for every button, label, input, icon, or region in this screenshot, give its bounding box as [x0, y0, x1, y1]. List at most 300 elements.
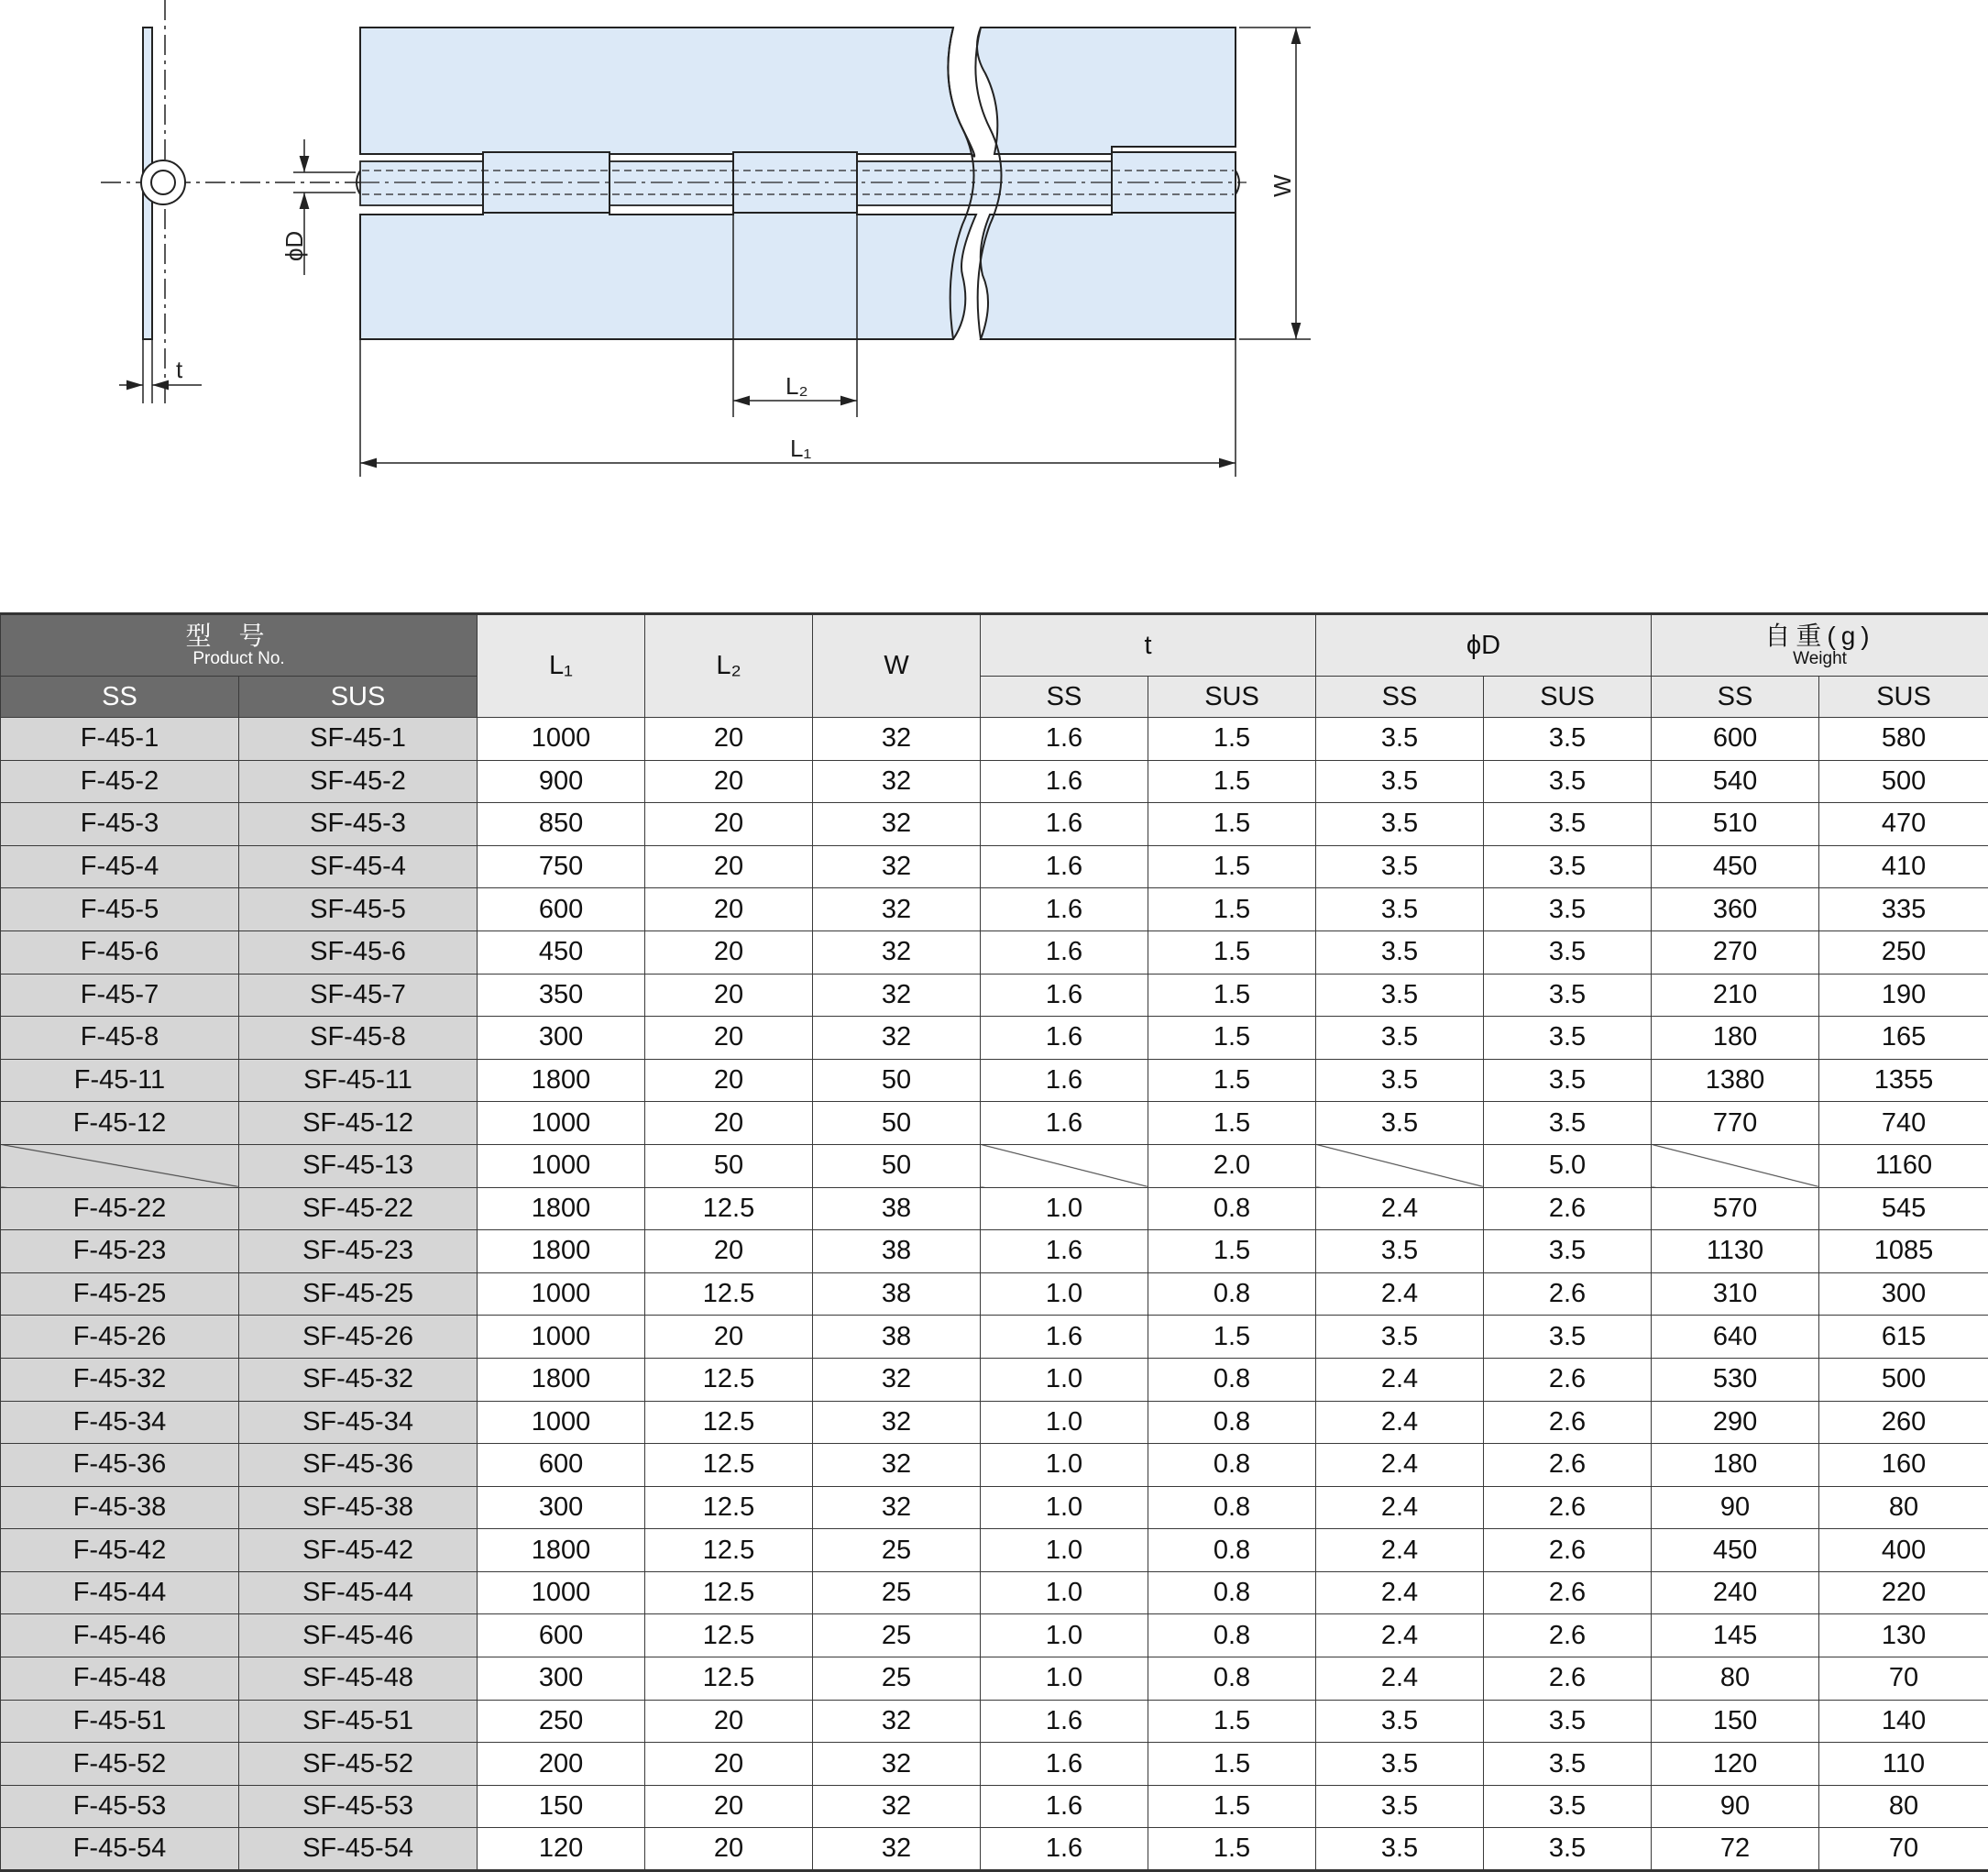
cell-phid-ss: 3.5 — [1316, 718, 1484, 761]
cell-w: 32 — [813, 1017, 981, 1060]
cell-phid-sus: 2.6 — [1484, 1657, 1652, 1701]
table-row — [1, 1358, 1988, 1401]
table-row — [1, 1272, 1988, 1316]
cell-sus-product-no: SF-45-34 — [239, 1401, 478, 1444]
cell-ss-product-no: F-45-42 — [1, 1529, 239, 1572]
cell-ss-product-no: F-45-48 — [1, 1657, 239, 1701]
cell-t-sus: 1.5 — [1148, 845, 1316, 888]
cell-t-ss: 1.6 — [981, 1785, 1148, 1828]
cell-ss-product-no: F-45-32 — [1, 1358, 239, 1401]
cell-w: 25 — [813, 1657, 981, 1701]
cell-weight-sus: 1355 — [1819, 1059, 1988, 1102]
cell-weight-sus: 1085 — [1819, 1230, 1988, 1273]
cell-l2: 20 — [645, 803, 813, 846]
table-row — [1, 1017, 1988, 1060]
header-phid-sus: SUS — [1484, 677, 1652, 718]
cell-weight-sus: 335 — [1819, 888, 1988, 931]
cell-weight-ss: 1380 — [1652, 1059, 1819, 1102]
cell-weight-ss: 530 — [1652, 1358, 1819, 1401]
header-product-cjk: 型号 — [1, 622, 477, 650]
cell-phid-sus: 3.5 — [1484, 1059, 1652, 1102]
cell-phid-sus: 2.6 — [1484, 1571, 1652, 1614]
cell-l2: 12.5 — [645, 1401, 813, 1444]
cell-weight-sus: 470 — [1819, 803, 1988, 846]
cell-phid-sus: 2.6 — [1484, 1486, 1652, 1529]
cell-t-sus: 1.5 — [1148, 1743, 1316, 1786]
cell-w: 32 — [813, 1828, 981, 1871]
cell-weight-sus: 400 — [1819, 1529, 1988, 1572]
cell-phid-ss: 2.4 — [1316, 1529, 1484, 1572]
cell-sus-product-no: SF-45-23 — [239, 1230, 478, 1273]
cell-l1: 450 — [478, 930, 645, 974]
cell-l1: 600 — [478, 1444, 645, 1487]
cell-l1: 1800 — [478, 1529, 645, 1572]
header-phid-ss: SS — [1316, 677, 1484, 718]
cell-sus-product-no: SF-45-46 — [239, 1614, 478, 1657]
cell-phid-ss — [1316, 1144, 1484, 1187]
table-row — [1, 1187, 1988, 1230]
cell-sus-product-no: SF-45-32 — [239, 1358, 478, 1401]
cell-phid-sus: 2.6 — [1484, 1614, 1652, 1657]
cell-ss-product-no: F-45-2 — [1, 760, 239, 803]
cell-weight-sus: 70 — [1819, 1657, 1988, 1701]
cell-sus-product-no: SF-45-11 — [239, 1059, 478, 1102]
cell-phid-ss: 3.5 — [1316, 760, 1484, 803]
cell-l1: 1000 — [478, 1272, 645, 1316]
cell-l1: 600 — [478, 1614, 645, 1657]
cell-sus-product-no: SF-45-6 — [239, 930, 478, 974]
cell-phid-sus: 3.5 — [1484, 803, 1652, 846]
cell-sus-product-no: SF-45-44 — [239, 1571, 478, 1614]
table-row — [1, 1785, 1988, 1828]
cell-ss-product-no: F-45-6 — [1, 930, 239, 974]
cell-w: 32 — [813, 1700, 981, 1743]
cell-t-sus: 1.5 — [1148, 760, 1316, 803]
table-row — [1, 1102, 1988, 1145]
cell-t-ss: 1.6 — [981, 1828, 1148, 1871]
cell-t-sus: 0.8 — [1148, 1657, 1316, 1701]
cell-weight-ss: 770 — [1652, 1102, 1819, 1145]
cell-t-ss: 1.0 — [981, 1571, 1148, 1614]
cell-w: 32 — [813, 1358, 981, 1401]
cell-l2: 12.5 — [645, 1486, 813, 1529]
cell-ss-product-no: F-45-11 — [1, 1059, 239, 1102]
header-t: t — [981, 614, 1316, 677]
cell-phid-sus: 3.5 — [1484, 1017, 1652, 1060]
cell-l1: 300 — [478, 1017, 645, 1060]
cell-sus-product-no: SF-45-54 — [239, 1828, 478, 1871]
cell-t-ss: 1.6 — [981, 1700, 1148, 1743]
cell-sus-product-no: SF-45-3 — [239, 803, 478, 846]
cell-phid-ss: 3.5 — [1316, 1102, 1484, 1145]
cell-sus-product-no: SF-45-42 — [239, 1529, 478, 1572]
cell-weight-ss: 240 — [1652, 1571, 1819, 1614]
table-row — [1, 1144, 1988, 1187]
t-dimension-label: t — [176, 356, 183, 383]
cell-w: 32 — [813, 1444, 981, 1487]
cell-weight-sus: 165 — [1819, 1017, 1988, 1060]
cell-ss-product-no: F-45-36 — [1, 1444, 239, 1487]
cell-l2: 20 — [645, 1785, 813, 1828]
header-weight-sus: SUS — [1819, 677, 1988, 718]
cell-l2: 12.5 — [645, 1444, 813, 1487]
cell-phid-sus: 3.5 — [1484, 1316, 1652, 1359]
cell-ss-product-no: F-45-5 — [1, 888, 239, 931]
cell-phid-ss: 3.5 — [1316, 1059, 1484, 1102]
cell-l1: 1800 — [478, 1059, 645, 1102]
cell-weight-sus: 580 — [1819, 718, 1988, 761]
cell-weight-ss: 120 — [1652, 1743, 1819, 1786]
cell-l1: 850 — [478, 803, 645, 846]
header-weight-ss: SS — [1652, 677, 1819, 718]
cell-t-ss — [981, 1144, 1148, 1187]
cell-phid-ss: 3.5 — [1316, 1828, 1484, 1871]
cell-t-ss: 1.0 — [981, 1272, 1148, 1316]
cell-t-ss: 1.0 — [981, 1358, 1148, 1401]
cell-l2: 12.5 — [645, 1657, 813, 1701]
cell-l2: 20 — [645, 718, 813, 761]
cell-l2: 20 — [645, 930, 813, 974]
cell-t-sus: 0.8 — [1148, 1571, 1316, 1614]
cell-weight-ss: 90 — [1652, 1785, 1819, 1828]
cell-weight-ss: 72 — [1652, 1828, 1819, 1871]
cell-weight-ss: 210 — [1652, 974, 1819, 1017]
cell-phid-sus: 2.6 — [1484, 1444, 1652, 1487]
cell-phid-ss: 2.4 — [1316, 1358, 1484, 1401]
cell-t-sus: 0.8 — [1148, 1614, 1316, 1657]
cell-w: 38 — [813, 1316, 981, 1359]
header-product-en: Product No. — [1, 650, 477, 668]
header-l2: L₂ — [645, 614, 813, 718]
cell-l2: 20 — [645, 1743, 813, 1786]
cell-l1: 1800 — [478, 1187, 645, 1230]
cell-t-sus: 0.8 — [1148, 1272, 1316, 1316]
table-row — [1, 1529, 1988, 1572]
cell-t-sus: 1.5 — [1148, 1102, 1316, 1145]
cell-phid-ss: 3.5 — [1316, 1230, 1484, 1273]
cell-l1: 1000 — [478, 1571, 645, 1614]
cell-l2: 20 — [645, 888, 813, 931]
cell-l2: 20 — [645, 1230, 813, 1273]
cell-ss-product-no: F-45-51 — [1, 1700, 239, 1743]
cell-phid-ss: 2.4 — [1316, 1486, 1484, 1529]
spec-table — [0, 612, 1988, 1872]
cell-phid-sus: 2.6 — [1484, 1358, 1652, 1401]
cell-sus-product-no: SF-45-2 — [239, 760, 478, 803]
cell-w: 32 — [813, 803, 981, 846]
cell-weight-sus: 160 — [1819, 1444, 1988, 1487]
cell-weight-sus: 190 — [1819, 974, 1988, 1017]
cell-l2: 12.5 — [645, 1529, 813, 1572]
cell-w: 38 — [813, 1187, 981, 1230]
cell-weight-ss: 180 — [1652, 1444, 1819, 1487]
cell-w: 50 — [813, 1102, 981, 1145]
cell-weight-sus: 1160 — [1819, 1144, 1988, 1187]
table-row — [1, 1828, 1988, 1871]
cell-phid-ss: 3.5 — [1316, 930, 1484, 974]
cell-l1: 600 — [478, 888, 645, 931]
cell-sus-product-no: SF-45-48 — [239, 1657, 478, 1701]
cell-t-sus: 0.8 — [1148, 1358, 1316, 1401]
cell-l1: 750 — [478, 845, 645, 888]
cell-l1: 300 — [478, 1657, 645, 1701]
cell-phid-ss: 3.5 — [1316, 1316, 1484, 1359]
side-view — [101, 0, 367, 403]
cell-phid-sus: 3.5 — [1484, 930, 1652, 974]
l1-dimension-label: L₁ — [790, 435, 811, 462]
cell-t-ss: 1.6 — [981, 974, 1148, 1017]
header-w: W — [813, 614, 981, 718]
cell-w: 38 — [813, 1230, 981, 1273]
cell-t-ss: 1.6 — [981, 930, 1148, 974]
cell-ss-product-no: F-45-44 — [1, 1571, 239, 1614]
cell-phid-ss: 3.5 — [1316, 845, 1484, 888]
cell-weight-ss: 1130 — [1652, 1230, 1819, 1273]
cell-weight-sus: 70 — [1819, 1828, 1988, 1871]
cell-t-ss: 1.6 — [981, 1743, 1148, 1786]
cell-sus-product-no: SF-45-25 — [239, 1272, 478, 1316]
cell-phid-sus: 3.5 — [1484, 1785, 1652, 1828]
cell-l2: 20 — [645, 1700, 813, 1743]
table-row — [1, 718, 1988, 761]
table-row — [1, 1316, 1988, 1359]
cell-weight-sus: 500 — [1819, 760, 1988, 803]
cell-l1: 150 — [478, 1785, 645, 1828]
cell-l2: 20 — [645, 760, 813, 803]
cell-weight-ss: 600 — [1652, 718, 1819, 761]
hinge-technical-drawing — [0, 0, 1988, 587]
table-body — [1, 718, 1988, 1871]
cell-sus-product-no: SF-45-53 — [239, 1785, 478, 1828]
header-product-no — [1, 614, 478, 677]
cell-w: 32 — [813, 1785, 981, 1828]
cell-phid-ss: 2.4 — [1316, 1657, 1484, 1701]
cell-l2: 20 — [645, 974, 813, 1017]
table-row — [1, 1614, 1988, 1657]
cell-l1: 1000 — [478, 1316, 645, 1359]
cell-ss-product-no: F-45-1 — [1, 718, 239, 761]
cell-w: 32 — [813, 974, 981, 1017]
cell-t-sus: 1.5 — [1148, 803, 1316, 846]
cell-weight-ss: 450 — [1652, 1529, 1819, 1572]
l2-dimension-label: L₂ — [785, 372, 808, 400]
cell-phid-ss: 3.5 — [1316, 1700, 1484, 1743]
cell-sus-product-no: SF-45-4 — [239, 845, 478, 888]
cell-sus-product-no: SF-45-26 — [239, 1316, 478, 1359]
table-row — [1, 1700, 1988, 1743]
cell-weight-sus: 740 — [1819, 1102, 1988, 1145]
cell-l1: 1000 — [478, 718, 645, 761]
cell-sus-product-no: SF-45-12 — [239, 1102, 478, 1145]
cell-phid-ss: 3.5 — [1316, 974, 1484, 1017]
cell-t-ss: 1.6 — [981, 1316, 1148, 1359]
header-sus-product: SUS — [239, 677, 478, 718]
cell-t-ss: 1.6 — [981, 1230, 1148, 1273]
cell-l2: 20 — [645, 845, 813, 888]
cell-t-ss: 1.0 — [981, 1444, 1148, 1487]
cell-sus-product-no: SF-45-52 — [239, 1743, 478, 1786]
cell-weight-sus: 220 — [1819, 1571, 1988, 1614]
cell-ss-product-no: F-45-26 — [1, 1316, 239, 1359]
cell-l1: 1000 — [478, 1144, 645, 1187]
cell-t-sus: 0.8 — [1148, 1444, 1316, 1487]
cell-ss-product-no — [1, 1144, 239, 1187]
cell-ss-product-no: F-45-12 — [1, 1102, 239, 1145]
cell-phid-sus: 3.5 — [1484, 974, 1652, 1017]
table-row — [1, 803, 1988, 846]
cell-sus-product-no: SF-45-22 — [239, 1187, 478, 1230]
table-row — [1, 1657, 1988, 1701]
cell-l1: 350 — [478, 974, 645, 1017]
cell-l2: 20 — [645, 1102, 813, 1145]
cell-sus-product-no: SF-45-7 — [239, 974, 478, 1017]
cell-l1: 1800 — [478, 1230, 645, 1273]
cell-phid-sus: 3.5 — [1484, 1700, 1652, 1743]
cell-l2: 12.5 — [645, 1571, 813, 1614]
header-phid: ϕD — [1316, 614, 1652, 677]
cell-ss-product-no: F-45-46 — [1, 1614, 239, 1657]
cell-weight-sus: 300 — [1819, 1272, 1988, 1316]
cell-phid-sus: 2.6 — [1484, 1272, 1652, 1316]
cell-weight-ss: 80 — [1652, 1657, 1819, 1701]
cell-weight-sus: 500 — [1819, 1358, 1988, 1401]
cell-phid-ss: 2.4 — [1316, 1614, 1484, 1657]
cell-weight-sus: 615 — [1819, 1316, 1988, 1359]
cell-t-ss: 1.6 — [981, 1059, 1148, 1102]
table-row — [1, 1571, 1988, 1614]
cell-w: 32 — [813, 888, 981, 931]
cell-w: 32 — [813, 1486, 981, 1529]
cell-phid-ss: 2.4 — [1316, 1571, 1484, 1614]
header-row-1 — [1, 614, 1988, 677]
cell-t-ss: 1.0 — [981, 1529, 1148, 1572]
cell-t-sus: 1.5 — [1148, 930, 1316, 974]
cell-t-ss: 1.6 — [981, 718, 1148, 761]
cell-phid-ss: 2.4 — [1316, 1272, 1484, 1316]
header-t-ss: SS — [981, 677, 1148, 718]
header-weight-cjk: 自重(g) — [1652, 622, 1988, 650]
cell-weight-sus: 260 — [1819, 1401, 1988, 1444]
header-l1: L₁ — [478, 614, 645, 718]
cell-t-ss: 1.6 — [981, 845, 1148, 888]
cell-l1: 1000 — [478, 1102, 645, 1145]
cell-phid-ss: 3.5 — [1316, 888, 1484, 931]
cell-sus-product-no: SF-45-1 — [239, 718, 478, 761]
cell-weight-ss: 540 — [1652, 760, 1819, 803]
cell-sus-product-no: SF-45-36 — [239, 1444, 478, 1487]
cell-t-ss: 1.0 — [981, 1614, 1148, 1657]
table-row — [1, 930, 1988, 974]
cell-weight-ss: 510 — [1652, 803, 1819, 846]
table-row — [1, 1743, 1988, 1786]
cell-l2: 20 — [645, 1828, 813, 1871]
cell-phid-sus: 3.5 — [1484, 1102, 1652, 1145]
cell-t-ss: 1.0 — [981, 1187, 1148, 1230]
cell-l1: 1000 — [478, 1401, 645, 1444]
cell-t-ss: 1.6 — [981, 803, 1148, 846]
cell-phid-ss: 2.4 — [1316, 1401, 1484, 1444]
cell-ss-product-no: F-45-8 — [1, 1017, 239, 1060]
cell-w: 32 — [813, 1743, 981, 1786]
cell-t-ss: 1.0 — [981, 1401, 1148, 1444]
cell-t-sus: 1.5 — [1148, 974, 1316, 1017]
cell-weight-ss: 450 — [1652, 845, 1819, 888]
cell-w: 32 — [813, 845, 981, 888]
cell-ss-product-no: F-45-23 — [1, 1230, 239, 1273]
cell-l1: 250 — [478, 1700, 645, 1743]
cell-weight-ss — [1652, 1144, 1819, 1187]
cell-phid-ss: 3.5 — [1316, 1785, 1484, 1828]
cell-w: 50 — [813, 1144, 981, 1187]
cell-t-sus: 2.0 — [1148, 1144, 1316, 1187]
cell-t-ss: 1.0 — [981, 1657, 1148, 1701]
cell-l1: 1800 — [478, 1358, 645, 1401]
cell-ss-product-no: F-45-38 — [1, 1486, 239, 1529]
cell-sus-product-no: SF-45-38 — [239, 1486, 478, 1529]
phid-dimension-label: ϕD — [280, 231, 308, 261]
cell-l2: 50 — [645, 1144, 813, 1187]
cell-weight-sus: 410 — [1819, 845, 1988, 888]
cell-phid-sus: 2.6 — [1484, 1401, 1652, 1444]
cell-phid-sus: 2.6 — [1484, 1529, 1652, 1572]
cell-t-sus: 1.5 — [1148, 1316, 1316, 1359]
cell-weight-sus: 250 — [1819, 930, 1988, 974]
cell-phid-sus: 2.6 — [1484, 1187, 1652, 1230]
cell-phid-ss: 3.5 — [1316, 803, 1484, 846]
cell-t-ss: 1.6 — [981, 1102, 1148, 1145]
cell-t-sus: 1.5 — [1148, 1230, 1316, 1273]
cell-phid-sus: 3.5 — [1484, 845, 1652, 888]
table-row — [1, 1486, 1988, 1529]
cell-phid-sus: 3.5 — [1484, 888, 1652, 931]
table-row — [1, 974, 1988, 1017]
table-row — [1, 1059, 1988, 1102]
cell-t-ss: 1.6 — [981, 1017, 1148, 1060]
cell-weight-ss: 360 — [1652, 888, 1819, 931]
table-row — [1, 760, 1988, 803]
header-t-sus: SUS — [1148, 677, 1316, 718]
cell-phid-sus: 3.5 — [1484, 1230, 1652, 1273]
cell-l2: 12.5 — [645, 1272, 813, 1316]
cell-t-sus: 0.8 — [1148, 1401, 1316, 1444]
cell-t-ss: 1.0 — [981, 1486, 1148, 1529]
cell-t-sus: 1.5 — [1148, 1828, 1316, 1871]
cell-t-sus: 1.5 — [1148, 1059, 1316, 1102]
cell-l2: 20 — [645, 1017, 813, 1060]
cell-w: 25 — [813, 1571, 981, 1614]
cell-weight-ss: 150 — [1652, 1700, 1819, 1743]
cell-weight-ss: 90 — [1652, 1486, 1819, 1529]
cell-t-sus: 1.5 — [1148, 1785, 1316, 1828]
cell-l1: 120 — [478, 1828, 645, 1871]
header-weight-en: Weight — [1652, 650, 1988, 668]
table-row — [1, 1230, 1988, 1273]
cell-ss-product-no: F-45-7 — [1, 974, 239, 1017]
cell-phid-sus: 3.5 — [1484, 760, 1652, 803]
cell-weight-sus: 80 — [1819, 1486, 1988, 1529]
cell-weight-ss: 270 — [1652, 930, 1819, 974]
cell-phid-ss: 2.4 — [1316, 1187, 1484, 1230]
cell-l2: 12.5 — [645, 1187, 813, 1230]
header-row-2 — [1, 677, 1988, 718]
cell-weight-ss: 290 — [1652, 1401, 1819, 1444]
cell-l1: 200 — [478, 1743, 645, 1786]
cell-t-sus: 0.8 — [1148, 1486, 1316, 1529]
cell-t-sus: 1.5 — [1148, 888, 1316, 931]
cell-t-ss: 1.6 — [981, 888, 1148, 931]
cell-phid-ss: 2.4 — [1316, 1444, 1484, 1487]
cell-ss-product-no: F-45-22 — [1, 1187, 239, 1230]
